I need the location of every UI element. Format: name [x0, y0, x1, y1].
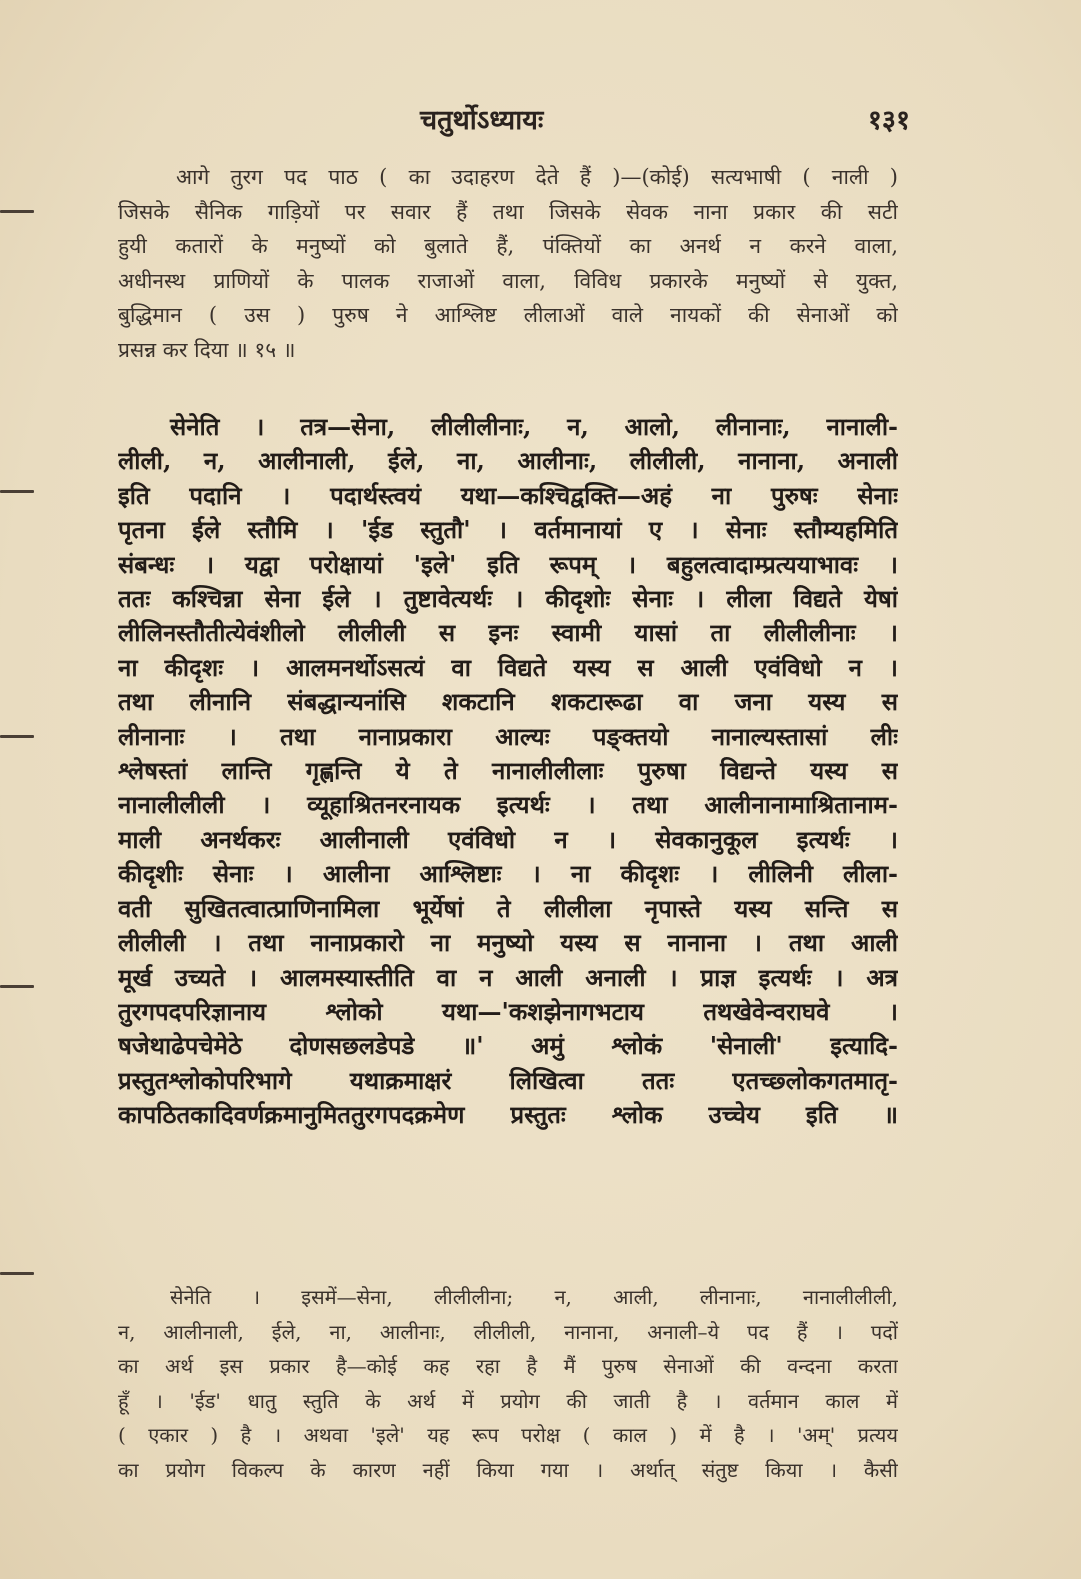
text-line: श्लेषस्तां लान्ति गृह्णन्ति ये ते नानालीलीलाः पुरुषा विद्यन्ते यस्य स — [118, 756, 898, 786]
text-line: प्रसन्न कर दिया ॥ १५ ॥ — [118, 337, 296, 362]
text-line: कीदृशीः सेनाः । आलीना आश्लिष्टाः । ना कीदृशः । लीलिनी लीला- — [118, 859, 898, 889]
text-line: माली अनर्थकरः आलीनाली एवंविधो न । सेवकानुकूल इत्यर्थः । — [118, 824, 898, 854]
text-line: ततः कश्चिन्ना सेना ईले । तुष्टावेत्यर्थः । कीदृशोः सेनाः । लीला विद्यते येषां — [118, 584, 898, 614]
text-line: सेनेति । इसमें—सेना, लीलीलीना; न, आली, लीनानाः, नानालीलीली, — [170, 1285, 898, 1309]
text-line: आगे तुरग पद पाठ ( का उदाहरण देते हैं )—(कोई) सत्यभाषी ( नाली ) — [176, 165, 898, 189]
hindi-explanation-paragraph — [118, 1280, 898, 1487]
text-line: लीलीली । तथा नानाप्रकारो ना मनुष्यो यस्य स नानाना । तथा आली — [118, 928, 898, 958]
text-line: षजेथाढेपचेमेठे दोणसछलडेपडे ॥' अमुं श्लोकं 'सेनाली' इत्यादि- — [118, 1031, 898, 1061]
binding-thread-mark — [0, 490, 34, 493]
hindi-translation-paragraph — [118, 160, 898, 367]
binding-thread-mark — [0, 1272, 34, 1275]
binding-thread-mark — [0, 210, 34, 213]
text-line: का प्रयोग विकल्प के कारण नहीं किया गया । अर्थात् संतुष्ट किया । कैसी — [118, 1457, 898, 1482]
text-line: इति पदानि । पदार्थस्त्वयं यथा—कश्चिद्वक्ति—अहं ना पुरुषः सेनाः — [118, 480, 898, 510]
text-line: लीनानाः । तथा नानाप्रकारा आल्यः पङ्क्तयो नानाल्यस्तासां लीः — [118, 721, 898, 751]
text-line: ( एकार ) है । अथवा 'इले' यह रूप परोक्ष ( काल ) में है । 'अम्' प्रत्यय — [118, 1423, 898, 1447]
text-line: हुयी कतारों के मनुष्यों को बुलाते हैं, पंक्तियों का अनर्थ न करने वाला, — [118, 234, 898, 258]
binding-thread-mark — [0, 985, 34, 988]
binding-thread-mark — [0, 735, 34, 738]
text-line: वती सुखितत्वात्प्राणिनामिला भूर्येषां ते लीलीला नृपास्ते यस्य सन्ति स — [118, 893, 898, 923]
text-line: बुद्धिमान ( उस ) पुरुष ने आश्लिष्ट लीलाओं वाले नायकों की सेनाओं को — [118, 303, 898, 327]
text-line: तथा लीनानि संबद्धान्यनांसि शकटानि शकटारूढा वा जना यस्य स — [118, 687, 898, 717]
text-line: पृतना ईले स्तौमि । 'ईड स्तुतौ' । वर्तमानायां ए । सेनाः स्तौम्यहमिति — [118, 515, 898, 545]
text-line: संबन्धः । यद्वा परोक्षायां 'इले' इति रूपम् । बहुलत्वादाम्प्रत्ययाभावः । — [118, 549, 898, 579]
text-line: जिसके सैनिक गाड़ियों पर सवार हैं तथा जिसके सेवक नाना प्रकार की सटी — [118, 199, 898, 224]
text-line: अधीनस्थ प्राणियों के पालक राजाओं वाला, विविध प्रकारके मनुष्यों से युक्त, — [118, 268, 898, 293]
text-line: ना कीदृशः । आलमनर्थोऽसत्यं वा विद्यते यस्य स आली एवंविधो न । — [118, 652, 898, 682]
text-line: सेनेति । तत्र—सेना, लीलीलीनाः, न, आलो, लीनानाः, नानाली- — [170, 412, 898, 441]
page-number: १३१ — [867, 105, 910, 136]
text-line: लीलिनस्तौतीत्येवंशीलो लीलीली स इनः स्वामी यासां ता लीलीलीनाः । — [118, 618, 898, 648]
text-line: लीली, न, आलीनाली, ईले, ना, आलीनाः, लीलीली, नानाना, अनाली — [118, 446, 898, 476]
text-line: का अर्थ इस प्रकार है—कोई कह रहा है मैं पुरुष सेनाओं की वन्दना करता — [118, 1354, 898, 1378]
text-line: न, आलीनाली, ईले, ना, आलीनाः, लीलीली, नानाना, अनाली–ये पद हैं । पदों — [118, 1319, 898, 1344]
sanskrit-commentary-paragraph — [118, 410, 898, 1133]
text-line: मूर्ख उच्यते । आलमस्यास्तीति वा न आली अनाली । प्राज्ञ इत्यर्थः । अत्र — [118, 962, 898, 992]
text-line: तुरगपदपरिज्ञानाय श्लोको यथा—'कशझेनागभटाय तथखेवेन्वराघवे । — [118, 996, 898, 1026]
text-line: कापठितकादिवर्णक्रमानुमिततुरगपदक्रमेण प्रस्तुतः श्लोक उच्चेय इति ॥ — [118, 1100, 898, 1130]
text-line: हूँ । 'ईड' धातु स्तुति के अर्थ में प्रयोग की जाती है । वर्तमान काल में — [118, 1388, 898, 1413]
text-line: नानालीलीली । व्यूहाश्रितनरनायक इत्यर्थः । तथा आलीनानामाश्रितानाम- — [118, 790, 898, 820]
text-line: प्रस्तुतश्लोकोपरिभागे यथाक्रमाक्षरं लिखित्वा ततः एतच्छ्लोकगतमातृ- — [118, 1065, 898, 1095]
page-header — [170, 100, 910, 140]
running-title: चतुर्थोऽध्यायः — [420, 105, 544, 136]
